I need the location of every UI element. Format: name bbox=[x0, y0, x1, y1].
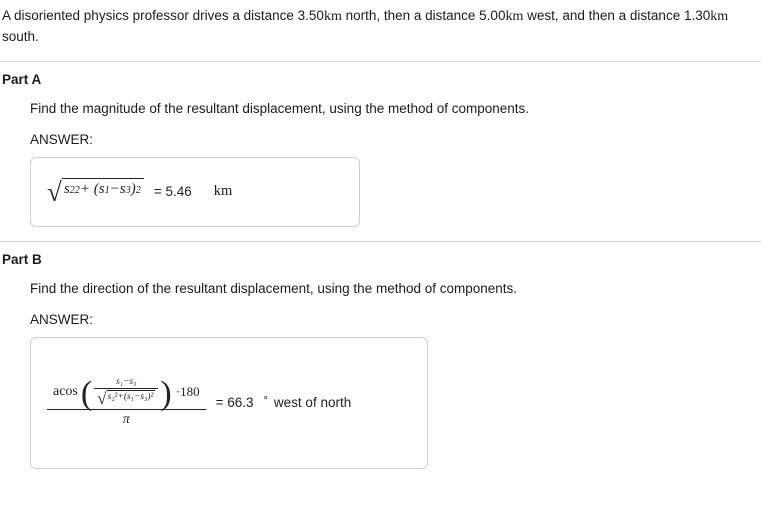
part-b-body bbox=[30, 281, 761, 469]
problem-text-4: south. bbox=[2, 29, 39, 45]
distance-2-value: 5.00 bbox=[479, 8, 506, 23]
part-a-result: = 5.46 bbox=[153, 184, 192, 200]
problem-text-2: north, then a distance bbox=[341, 8, 480, 23]
part-b-answer-box[interactable] bbox=[30, 337, 428, 469]
part-b-title: Part B bbox=[2, 251, 42, 267]
outer-fraction-numerator bbox=[47, 374, 206, 412]
part-a-formula bbox=[47, 177, 233, 208]
part-a-unit: km bbox=[213, 183, 233, 200]
part-b-formula bbox=[47, 374, 352, 428]
divider-part-b bbox=[0, 241, 761, 242]
divider-part-a bbox=[0, 61, 761, 62]
minus-sign: − bbox=[109, 181, 120, 198]
problem-text-3: west, and then a distance bbox=[523, 8, 684, 23]
term-s1-sub: 1 bbox=[104, 185, 110, 197]
term-s2: s bbox=[63, 181, 70, 198]
term-s1: s bbox=[98, 181, 105, 198]
close-paren-sup: 2 bbox=[135, 185, 141, 197]
term-s2-sup: 2 bbox=[74, 185, 80, 197]
part-b-direction-text: west of north bbox=[273, 395, 352, 411]
inner-fraction bbox=[94, 377, 158, 407]
distance-2-unit: km bbox=[505, 9, 524, 24]
part-a-question: Find the magnitude of the resultant displacement, using the method of components. bbox=[30, 100, 530, 116]
part-a-body bbox=[30, 101, 761, 227]
part-b-question: Find the direction of the resultant displacement, using the method of components. bbox=[30, 280, 518, 296]
distance-1-value: 3.50 bbox=[297, 8, 324, 23]
acos-function-label: acos bbox=[53, 384, 78, 400]
problem-text-1: A disoriented physics professor drives a distance bbox=[2, 8, 298, 23]
problem-statement bbox=[0, 0, 761, 47]
inner-sqrt-radical-icon: √ bbox=[97, 389, 107, 409]
sqrt-radicand bbox=[62, 178, 144, 205]
close-paren: ) bbox=[130, 181, 136, 198]
part-a-answer-box[interactable] bbox=[30, 157, 360, 227]
part-a-answer-label: ANSWER: bbox=[30, 131, 94, 147]
outer-fraction-denominator: π bbox=[122, 412, 130, 428]
sqrt-radical-icon: √ bbox=[47, 177, 62, 208]
inner-fraction-denominator bbox=[94, 389, 158, 407]
sqrt-expression bbox=[47, 177, 144, 208]
open-paren-icon: ( bbox=[80, 374, 93, 412]
inner-fraction-numerator: s₁−s₃ bbox=[116, 377, 137, 388]
term-s3-sub: 3 bbox=[125, 185, 131, 197]
distance-1-unit: km bbox=[323, 9, 342, 24]
term-s3: s bbox=[119, 181, 126, 198]
part-b-result: = 66.3 bbox=[215, 395, 254, 411]
term-s2-sub: 2 bbox=[69, 185, 75, 197]
close-paren-icon: ) bbox=[160, 374, 172, 412]
degree-multiplier: ·180 bbox=[175, 384, 200, 400]
outer-fraction bbox=[47, 374, 206, 428]
distance-3-unit: km bbox=[710, 9, 729, 24]
plus-open-paren: + ( bbox=[79, 181, 99, 198]
part-b-answer-label: ANSWER: bbox=[30, 311, 94, 327]
inner-sqrt-radicand: s₂²+(s₁−s₃)² bbox=[107, 390, 156, 407]
degree-symbol: ° bbox=[263, 394, 268, 407]
part-a-title: Part A bbox=[2, 71, 42, 87]
distance-3-value: 1.30 bbox=[683, 8, 711, 23]
